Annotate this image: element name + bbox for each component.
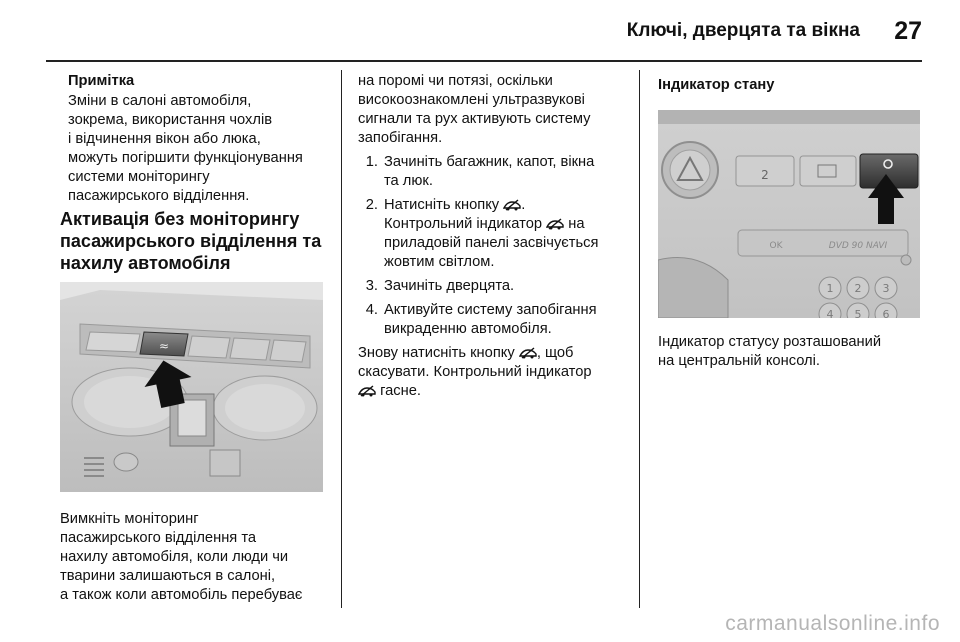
- page-header-title: Ключі, дверцята та вікна: [626, 20, 860, 41]
- list-item: [358, 196, 620, 272]
- seat-button-label: 2: [761, 168, 769, 182]
- page-number: 27: [894, 17, 922, 45]
- list-item: [358, 301, 620, 339]
- body-line: сигнали та рух активують систему: [358, 111, 591, 127]
- list-text: Активуйте систему запобігання: [384, 302, 597, 318]
- note-line: пасажирського відділення.: [68, 188, 250, 204]
- section-heading: Індикатор стану: [658, 77, 775, 93]
- list-number: 4.: [365, 302, 378, 318]
- heading-line: пасажирського відділення та: [60, 231, 322, 251]
- svg-text:≈: ≈: [158, 339, 170, 353]
- body-line: запобігання.: [358, 130, 443, 146]
- note-line: зокрема, використання чохлів: [68, 112, 273, 128]
- keypad-key: 4: [826, 308, 834, 318]
- list-text: викраденню автомобіля.: [384, 321, 552, 337]
- header-rule: [46, 60, 922, 62]
- caption-line: Індикатор статусу розташований: [658, 334, 882, 350]
- body-line: а також коли автомобіль перебуває: [60, 587, 303, 603]
- section-heading: [60, 208, 328, 274]
- list-number: 2.: [365, 197, 378, 213]
- vehicle-tilt-icon: [503, 199, 521, 211]
- heading-line: Активація без моніторингу: [60, 209, 300, 229]
- overhead-console-figure: [60, 282, 323, 492]
- heading-line: нахилу автомобіля: [60, 253, 231, 273]
- list-text: жовтим світлом.: [384, 254, 495, 270]
- note-title: Примітка: [68, 73, 135, 89]
- list-text: [384, 215, 620, 234]
- note-line: системи моніторингу: [68, 169, 210, 185]
- body-line: нахилу автомобіля, коли люди чи: [60, 549, 289, 565]
- display-label-ok: OK: [769, 241, 783, 251]
- display-label-model: DVD 90 NAVI: [828, 241, 888, 251]
- column-divider-1: [341, 70, 342, 608]
- column-divider-2: [639, 70, 640, 608]
- keypad-key: 1: [826, 282, 834, 295]
- body-line: скасувати. Контрольний індикатор: [358, 364, 592, 380]
- list-number: 3.: [365, 278, 378, 294]
- list-item: [358, 277, 620, 296]
- vehicle-tilt-icon: [358, 385, 376, 397]
- body-line: [358, 382, 620, 401]
- note-body: [68, 92, 336, 206]
- list-text: [384, 196, 620, 215]
- list-number: 1.: [365, 154, 378, 170]
- body-line: тварини залишаються в салоні,: [60, 568, 276, 584]
- center-console-figure: [658, 110, 920, 318]
- keypad-key: 5: [854, 308, 862, 318]
- list-text-part: .: [521, 197, 526, 213]
- list-text: приладовій панелі засвічується: [384, 235, 599, 251]
- body-line: на поромі чи потязі, оскільки: [358, 73, 553, 89]
- list-text: та люк.: [384, 173, 433, 189]
- col2-body: [358, 72, 620, 401]
- list-text-part: Натисніть кнопку: [384, 197, 500, 213]
- body-line: Вимкніть моніторинг: [60, 511, 199, 527]
- list-item: [358, 153, 620, 191]
- keypad-key: 3: [882, 282, 890, 295]
- body-line-part: гасне.: [376, 383, 421, 399]
- list-text-part: на: [564, 216, 585, 232]
- vehicle-tilt-icon: [546, 218, 564, 230]
- note-line: і відчинення вікон або люка,: [68, 131, 261, 147]
- note-line: можуть погіршити функціонування: [68, 150, 303, 166]
- col1-body: [60, 510, 328, 605]
- keypad-key: 2: [854, 282, 862, 295]
- note-line: Зміни в салоні автомобіля,: [68, 93, 252, 109]
- keypad-key: 6: [882, 308, 890, 318]
- body-line: [358, 344, 620, 363]
- outro-paragraph: [358, 344, 620, 401]
- caption-line: на центральній консолі.: [658, 353, 820, 369]
- watermark: carmanualsonline.info: [725, 612, 940, 635]
- list-text: Зачиніть дверцята.: [384, 278, 515, 294]
- vehicle-tilt-icon: [519, 347, 537, 359]
- body-line-part: , щоб: [536, 345, 574, 361]
- body-line: високоознакомлені ультразвукові: [358, 92, 585, 108]
- body-line-part: Знову натисніть кнопку: [358, 345, 515, 361]
- figure-caption: [658, 333, 920, 371]
- list-text-part: Контрольний індикатор: [384, 216, 543, 232]
- list-text: Зачиніть багажник, капот, вікна: [384, 154, 595, 170]
- body-line: пасажирського відділення та: [60, 530, 257, 546]
